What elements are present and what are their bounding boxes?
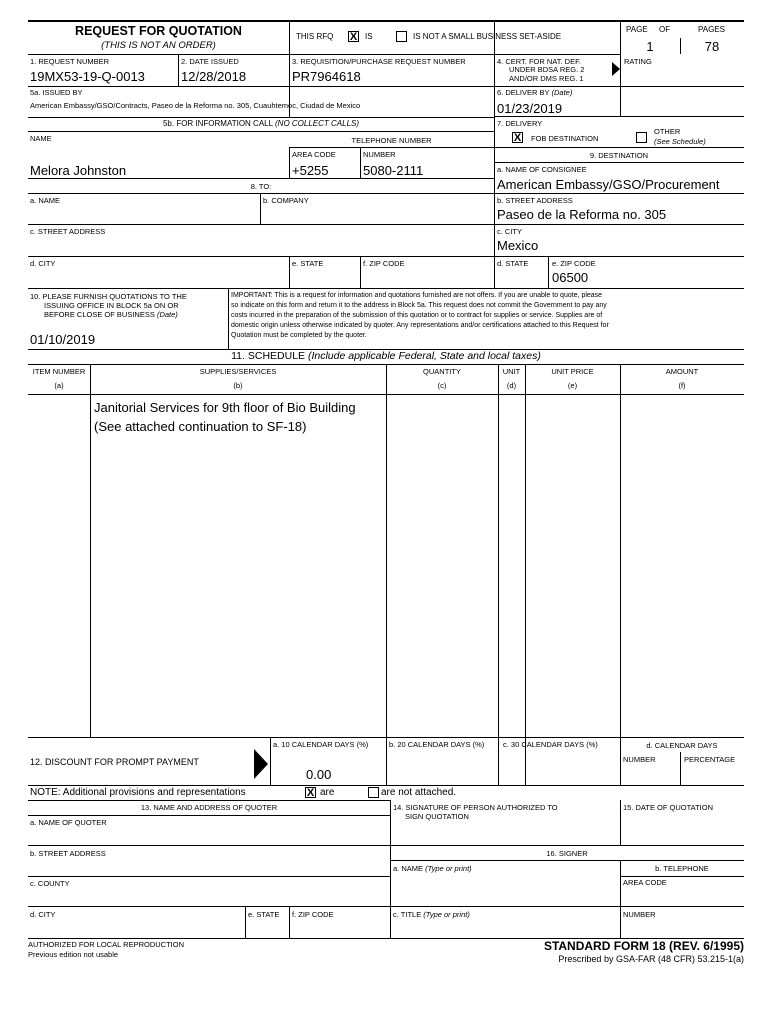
rating-label: RATING bbox=[624, 57, 652, 66]
info-call-note: (NO COLLECT CALLS) bbox=[275, 119, 360, 128]
col-unit-price: UNIT PRICE bbox=[551, 367, 594, 376]
total-pages: 78 bbox=[704, 39, 720, 54]
discount-arrow-icon bbox=[254, 749, 268, 779]
footer-form-name: STANDARD FORM 18 (REV. 6/1995) bbox=[543, 939, 744, 953]
fob-destination-label: FOB DESTINATION bbox=[531, 134, 599, 143]
col-supplies: SUPPLIES/SERVICES bbox=[199, 367, 277, 376]
not-attached-label: are not attached. bbox=[381, 787, 457, 798]
signature-label-2: SIGN QUOTATION bbox=[405, 812, 469, 821]
signer-area-code-label: AREA CODE bbox=[623, 878, 667, 887]
date-issued-label: 2. DATE ISSUED bbox=[181, 57, 239, 66]
destination-zip-label: e. ZIP CODE bbox=[552, 259, 596, 268]
col-amount: AMOUNT bbox=[665, 367, 699, 376]
quoter-county-label: c. COUNTY bbox=[30, 879, 70, 888]
area-code-label: AREA CODE bbox=[292, 150, 336, 159]
deliver-by-date[interactable]: 01/23/2019 bbox=[497, 101, 563, 116]
pages-label: PAGES bbox=[698, 25, 725, 34]
quoter-street-label: b. STREET ADDRESS bbox=[30, 849, 106, 858]
schedule-line-1[interactable]: Janitorial Services for 9th floor of Bio Building bbox=[94, 400, 356, 415]
signer-name-label-text: a. NAME bbox=[393, 864, 424, 873]
quoter-label: 13. NAME AND ADDRESS OF QUOTER bbox=[140, 803, 278, 812]
important-line-5: Quotation must be completed by the quoter. bbox=[231, 332, 367, 339]
are-checkbox[interactable]: X bbox=[306, 787, 315, 799]
important-line-1: IMPORTANT: This is a request for information and quotations furnished are not offers. If you are unable to quote, please bbox=[231, 292, 603, 299]
to-street-label: c. STREET ADDRESS bbox=[30, 227, 106, 236]
block10-line3-note: (Date) bbox=[156, 310, 178, 319]
signer-name-note: (Type or print) bbox=[425, 864, 472, 873]
deliver-by-label bbox=[497, 88, 572, 97]
not-attached-checkbox[interactable] bbox=[368, 787, 379, 798]
signer-number-label: NUMBER bbox=[623, 910, 656, 919]
requisition-number[interactable]: PR7964618 bbox=[292, 69, 361, 84]
quoter-state-label: e. STATE bbox=[248, 910, 280, 919]
destination-zip[interactable]: 06500 bbox=[552, 270, 589, 285]
page-number: 1 bbox=[646, 39, 654, 54]
quoter-name-label: a. NAME OF QUOTER bbox=[30, 818, 107, 827]
block10-line3 bbox=[44, 310, 178, 319]
discount-10-label: a. 10 CALENDAR DAYS (%) bbox=[273, 740, 369, 749]
info-call-label-text: 5b. FOR INFORMATION CALL bbox=[162, 119, 273, 128]
col-unit: UNIT bbox=[502, 367, 521, 376]
is-not-checkbox[interactable] bbox=[396, 31, 407, 42]
signer-telephone-label: b. TELEPHONE bbox=[655, 864, 709, 873]
other-label: OTHER bbox=[654, 127, 681, 136]
info-call-label bbox=[28, 119, 494, 128]
footer-prescribed: Prescribed by GSA-FAR (48 CFR) 53.215-1(a) bbox=[558, 954, 744, 964]
telephone-label: TELEPHONE NUMBER bbox=[351, 136, 432, 145]
to-state-label: e. STATE bbox=[292, 259, 324, 268]
schedule-line-2[interactable]: (See attached continuation to SF-18) bbox=[94, 419, 307, 434]
col-quantity-letter: (c) bbox=[437, 381, 447, 390]
col-unit-price-letter: (e) bbox=[567, 381, 578, 390]
discount-number-label: NUMBER bbox=[623, 755, 656, 764]
col-item-letter: (a) bbox=[54, 381, 64, 390]
block10-line2: ISSUING OFFICE IN BLOCK 5a ON OR bbox=[44, 301, 179, 310]
to-city-label: d. CITY bbox=[30, 259, 56, 268]
delivery-label: 7. DELIVERY bbox=[497, 119, 543, 128]
form-subtitle: (THIS IS NOT AN ORDER) bbox=[101, 40, 216, 51]
destination-city[interactable]: Mexico bbox=[497, 238, 539, 253]
deliver-by-label-text: 6. DELIVER BY bbox=[497, 88, 550, 97]
phone-number[interactable]: 5080-2111 bbox=[363, 163, 424, 178]
discount-label: 12. DISCOUNT FOR PROMPT PAYMENT bbox=[30, 757, 199, 767]
col-supplies-letter: (b) bbox=[233, 381, 243, 390]
block10-line1: 10. PLEASE FURNISH QUOTATIONS TO THE bbox=[30, 292, 187, 301]
date-issued[interactable]: 12/28/2018 bbox=[181, 69, 247, 84]
discount-10-value[interactable]: 0.00 bbox=[306, 767, 332, 782]
important-line-4: domestic origin unless otherwise indicated by quoter. Any representations and/or certifications attached to this Request for bbox=[231, 322, 609, 329]
signature-label-1: 14. SIGNATURE OF PERSON AUTHORIZED TO bbox=[393, 803, 558, 812]
contact-name-label: NAME bbox=[30, 134, 52, 143]
request-number-label: 1. REQUEST NUMBER bbox=[30, 57, 110, 66]
to-label: 8. TO: bbox=[250, 182, 272, 191]
are-label: are bbox=[320, 787, 335, 798]
destination-city-label: c. CITY bbox=[497, 227, 523, 236]
issued-by-label: 5a. ISSUED BY bbox=[30, 88, 83, 97]
important-line-2: so indicate on this form and return it to the address in Block 5a. This request does not commit the Government to pay any bbox=[231, 302, 607, 309]
discount-30-label: c. 30 CALENDAR DAYS (%) bbox=[503, 740, 598, 749]
signer-title-note: (Type or print) bbox=[423, 910, 470, 919]
destination-label: 9. DESTINATION bbox=[589, 151, 649, 160]
quoter-zip-label: f. ZIP CODE bbox=[292, 910, 334, 919]
cert-arrow-icon bbox=[612, 62, 620, 76]
footer-previous: Previous edition not usable bbox=[28, 950, 119, 959]
quoter-city-label: d. CITY bbox=[30, 910, 56, 919]
cert-line1: 4. CERT. FOR NAT. DEF. bbox=[497, 57, 581, 66]
of-label: OF bbox=[659, 25, 671, 34]
footer-authorized: AUTHORIZED FOR LOCAL REPRODUCTION bbox=[28, 940, 184, 949]
signer-title-label-text: c. TITLE bbox=[393, 910, 422, 919]
cert-line3: AND/OR DMS REG. 1 bbox=[509, 74, 584, 83]
requisition-label: 3. REQUISITION/PURCHASE REQUEST NUMBER bbox=[292, 57, 466, 66]
signer-name-label bbox=[393, 864, 472, 873]
quote-due-date[interactable]: 01/10/2019 bbox=[30, 332, 96, 347]
important-line-3: costs incurred in the preparation of the submission of this quotation or to contract for supplies or service. Supplies are of bbox=[231, 312, 603, 319]
block10-line3-text: BEFORE CLOSE OF BUSINESS bbox=[44, 310, 155, 319]
number-label: NUMBER bbox=[363, 150, 396, 159]
col-unit-letter: (d) bbox=[506, 381, 517, 390]
consignee-label: a. NAME OF CONSIGNEE bbox=[497, 165, 587, 174]
this-rfq-label: THIS RFQ bbox=[296, 32, 334, 41]
request-number[interactable]: 19MX53-19-Q-0013 bbox=[30, 69, 145, 84]
col-quantity: QUANTITY bbox=[423, 367, 461, 376]
to-zip-label: f. ZIP CODE bbox=[363, 259, 405, 268]
quote-date-label: 15. DATE OF QUOTATION bbox=[623, 803, 714, 812]
destination-street[interactable]: Paseo de la Reforma no. 305 bbox=[497, 207, 667, 222]
schedule-title-text: 11. SCHEDULE bbox=[231, 350, 306, 362]
col-amount-letter: (f) bbox=[678, 381, 686, 390]
destination-state-label: d. STATE bbox=[497, 259, 529, 268]
discount-percentage-label: PERCENTAGE bbox=[684, 755, 736, 764]
important-notice bbox=[231, 291, 609, 341]
signer-label: 16. SIGNER bbox=[546, 849, 588, 858]
col-item-number: ITEM NUMBER bbox=[32, 367, 86, 376]
consignee-name[interactable]: American Embassy/GSO/Procurement bbox=[497, 177, 720, 192]
schedule-title bbox=[28, 350, 744, 362]
cert-line2: UNDER BDSA REG. 2 bbox=[509, 65, 585, 74]
discount-20-label: b. 20 CALENDAR DAYS (%) bbox=[389, 740, 485, 749]
note-text: NOTE: Additional provisions and representations bbox=[30, 787, 246, 798]
schedule-title-note: (Include applicable Federal, State and local taxes) bbox=[307, 350, 541, 362]
is-checkbox[interactable]: X bbox=[349, 31, 358, 43]
page-label: PAGE bbox=[626, 25, 648, 34]
issued-by-value[interactable]: American Embassy/GSO/Contracts, Paseo de la Reforma no. 305, Cuauhtemoc, Ciudad de Mexico bbox=[30, 101, 361, 110]
other-note: (See Schedule) bbox=[654, 137, 706, 146]
contact-name[interactable]: Melora Johnston bbox=[30, 163, 127, 178]
destination-street-label: b. STREET ADDRESS bbox=[497, 196, 573, 205]
is-label: IS bbox=[365, 32, 373, 41]
discount-calendar-label: d. CALENDAR DAYS bbox=[646, 741, 718, 750]
deliver-by-note: (Date) bbox=[551, 88, 573, 97]
fob-destination-checkbox[interactable]: X bbox=[513, 132, 522, 144]
to-name-label: a. NAME bbox=[30, 196, 61, 205]
other-checkbox[interactable] bbox=[636, 132, 647, 143]
area-code[interactable]: +5255 bbox=[292, 163, 329, 178]
signer-title-label bbox=[393, 910, 470, 919]
form-title: REQUEST FOR QUOTATION bbox=[75, 24, 242, 38]
is-not-label: IS NOT A SMALL BUSINESS SET-ASIDE bbox=[413, 32, 562, 41]
to-company-label: b. COMPANY bbox=[263, 196, 309, 205]
